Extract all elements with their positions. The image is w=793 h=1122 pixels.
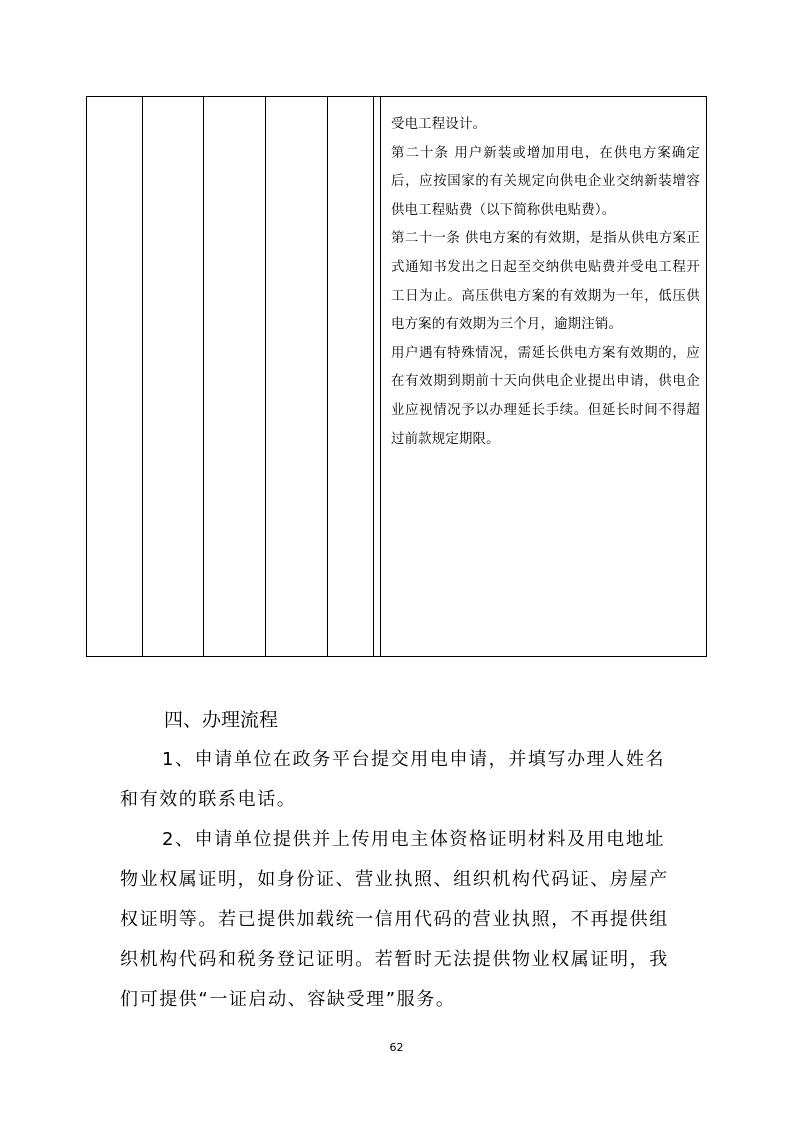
regulation-table [86, 96, 707, 657]
page-number: 62 [389, 1041, 404, 1054]
table-cell-empty-1 [87, 97, 143, 657]
regulation-paragraph: 用户遇有特殊情况，需延长供电方案有效期的，应在有效期到期前十天向供电企业提出申请，供电企业应视情况予以办理延长手续。但延长时间不得超过前款规定期限。 [391, 345, 700, 447]
regulation-paragraph: 第二十条 用户新装或增加用电，在供电方案确定后，应按国家的有关规定向供电企业交纳新装增容供电工程贴费（以下简称供电贴费）。 [391, 145, 700, 218]
table-cell-empty-3 [204, 97, 266, 657]
process-step: 2、申请单位提供并上传用电主体资格证明材料及用电地址物业权属证明，如身份证、营业执照、组织机构代码证、房屋产权证明等。若已提供加载统一信用代码的营业执照，不再提供组织机构代码和税务登记证明。若暂时无法提供物业权属证明，我们可提供“一证启动、容缺受理”服务。 [120, 829, 669, 1010]
table-cell-empty-2 [143, 97, 204, 657]
section-heading: 四、办理流程 [164, 709, 279, 731]
section-body [120, 740, 680, 1020]
regulation-paragraph: 受电工程设计。 [391, 117, 487, 132]
table-row [87, 97, 707, 657]
regulation-text [381, 97, 706, 454]
table-inner-rule [373, 96, 374, 657]
process-step: 1、申请单位在政务平台提交用电申请，并填写办理人姓名和有效的联系电话。 [120, 749, 666, 810]
table-cell-text [381, 97, 707, 657]
regulation-paragraph: 第二十一条 供电方案的有效期，是指从供电方案正式通知书发出之日起至交纳供电贴费并受电工程开工日为止。高压供电方案的有效期为一年，低压供电方案的有效期为三个月，逾期注销。 [391, 231, 700, 333]
table-cell-empty-4 [266, 97, 328, 657]
